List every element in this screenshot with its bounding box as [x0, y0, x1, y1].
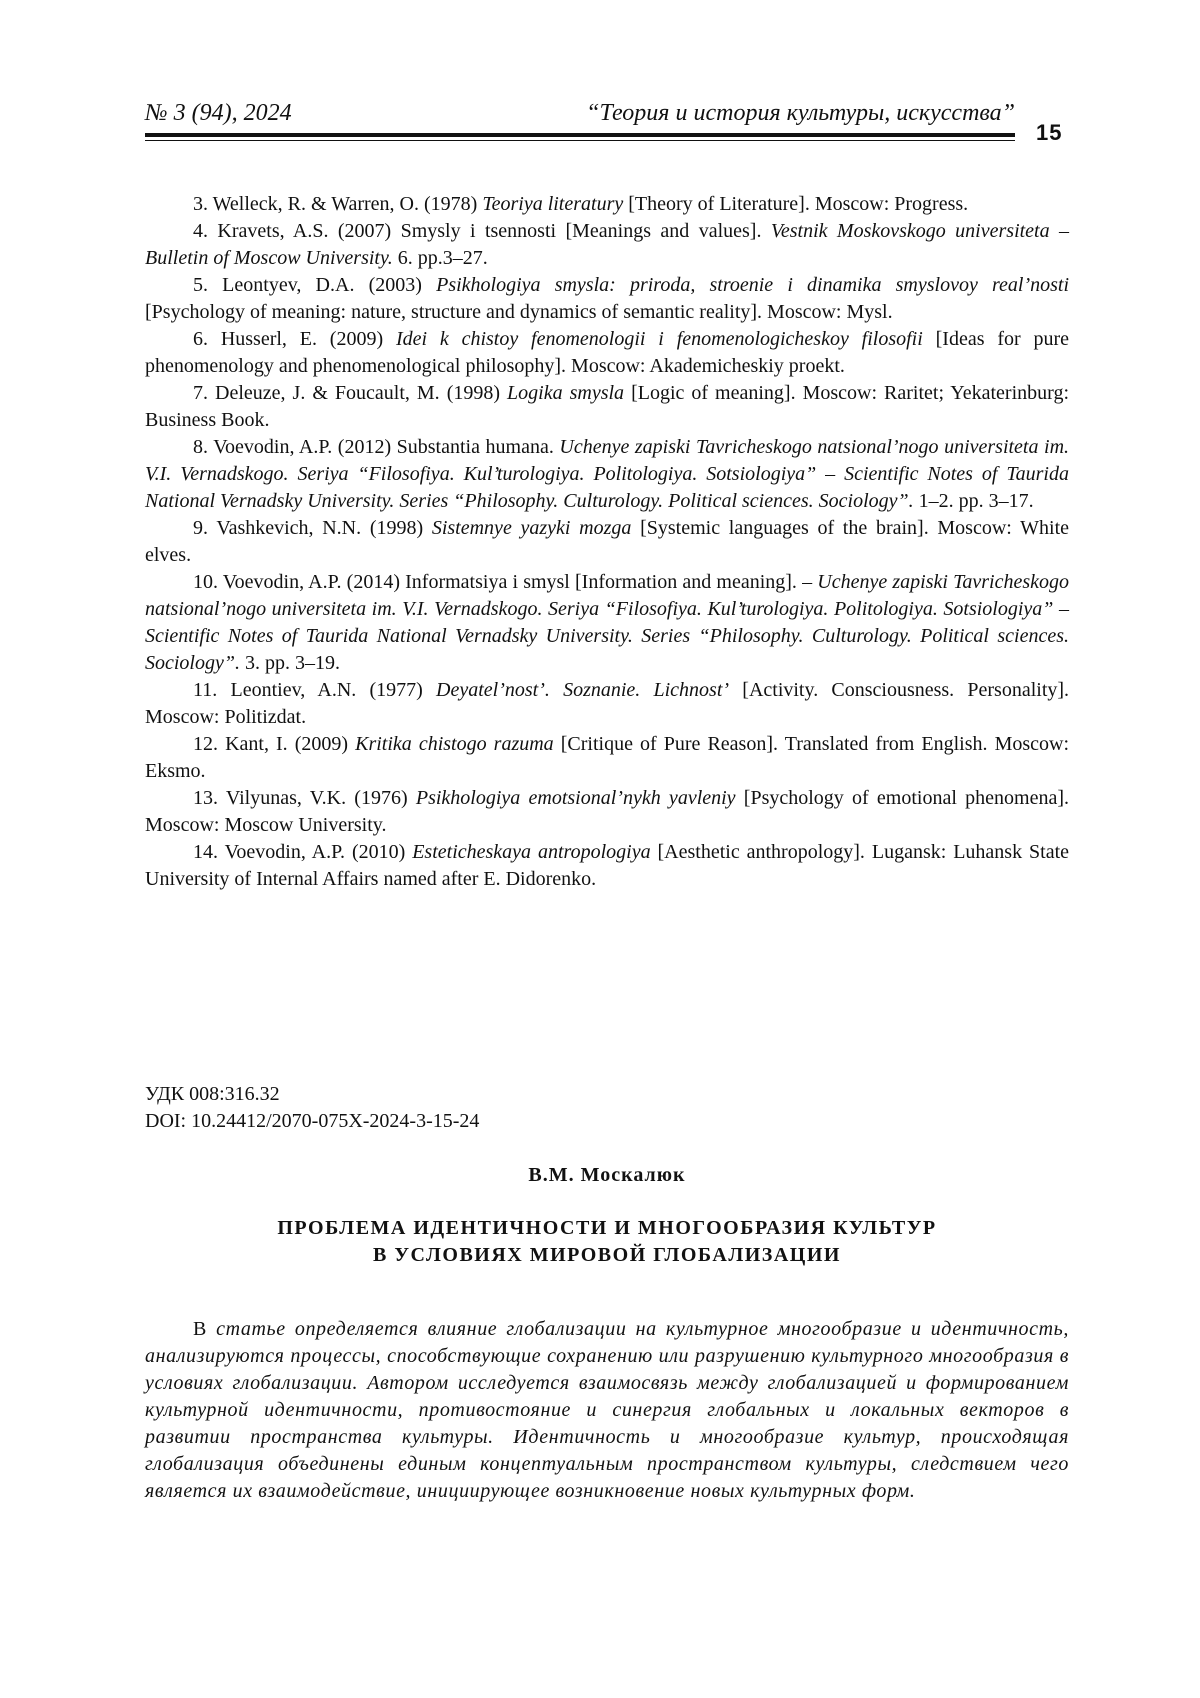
- reference-list: [145, 191, 1069, 893]
- reference-item: 6. Husserl, E. (2009) Idei k chistoy fenomenologii i fenomenologicheskoy filosofii [Ideas for pure phenomenology and phenomenological philosophy]. Moscow: Akademicheskiy proekt.: [145, 328, 1070, 377]
- article-abstract: [145, 1316, 1069, 1505]
- header-rule-thick: [145, 133, 1015, 137]
- reference-item: 11. Leontiev, A.N. (1977) Deyatel’nost’. Soznanie. Lichnost’ [Activity. Consciousness. Personality]. Moscow: Politizdat.: [145, 679, 1070, 728]
- reference-item: 7. Deleuze, J. & Foucault, M. (1998) Logika smysla [Logic of meaning]. Moscow: Raritet; Yekaterinburg: Business Book.: [145, 382, 1069, 431]
- reference-item: 12. Kant, I. (2009) Kritika chistogo razuma [Critique of Pure Reason]. Translated from English. Moscow: Eksmo.: [145, 733, 1070, 782]
- abstract-first-word: В: [193, 1318, 207, 1340]
- reference-item: 5. Leontyev, D.A. (2003) Psikhologiya smysla: priroda, stroenie i dinamika smyslovoy real’nosti [Psychology of meaning: nature, structure and dynamics of semantic reality]. Moscow: Mysl.: [145, 274, 1070, 323]
- reference-item: 3. Welleck, R. & Warren, O. (1978) Teoriya literatury [Theory of Literature]. Moscow: Progress.: [193, 193, 969, 215]
- reference-item: 13. Vilyunas, V.K. (1976) Psikhologiya emotsional’nykh yavleniy [Psychology of emotional phenomena]. Moscow: Moscow University.: [145, 787, 1069, 836]
- title-line: ПРОБЛЕМА ИДЕНТИЧНОСТИ И МНОГООБРАЗИЯ КУЛЬТУР: [277, 1217, 937, 1239]
- reference-item: 14. Voevodin, A.P. (2010) Esteticheskaya antropologiya [Aesthetic anthropology]. Lugansk: Luhansk State University of Internal Affairs named after E. Didorenko.: [145, 841, 1070, 890]
- reference-item: 4. Kravets, A.S. (2007) Smysly i tsennosti [Meanings and values]. Vestnik Moskovskogo universiteta – Bulletin of Moscow University. 6. pp.3–27.: [145, 220, 1070, 269]
- journal-title: “Теория и история культуры, искусства”: [586, 100, 1015, 126]
- title-line: В УСЛОВИЯХ МИРОВОЙ ГЛОБАЛИЗАЦИИ: [373, 1244, 841, 1266]
- article-title: [145, 1215, 1069, 1269]
- reference-item: 8. Voevodin, A.P. (2012) Substantia humana. Uchenye zapiski Tavricheskogo natsional’nogo universiteta im. V.I. Vernadskogo. Seriya “Filosofiya. Kul’turologiya. Politologiya. Sotsiologiya” – Scientific Notes of Taurida National Vernadsky University. Series “Philosophy. Culturology. Political sciences. Sociology”. 1–2. pp. 3–17.: [145, 436, 1070, 512]
- header-rule-thin: [145, 140, 1015, 141]
- reference-item: 10. Voevodin, A.P. (2014) Informatsiya i smysl [Information and meaning]. – Uchenye zapiski Tavricheskogo natsional’nogo universiteta im. V.I. Vernadskogo. Seriya “Filosofiya. Kul’turologiya. Politologiya. Sotsiologiya” – Scientific Notes of Taurida National Vernadsky University. Series “Philosophy. Culturology. Political sciences. Sociology”. 3. pp. 3–19.: [145, 571, 1069, 674]
- udk-code: УДК 008:316.32: [145, 1083, 280, 1105]
- doi-code: DOI: 10.24412/2070-075X-2024-3-15-24: [145, 1110, 480, 1132]
- article-author: В.М. Москалюк: [528, 1164, 686, 1186]
- issue-number: № 3 (94), 2024: [145, 100, 292, 126]
- running-header: [145, 100, 1015, 130]
- reference-item: 9. Vashkevich, N.N. (1998) Sistemnye yazyki mozga [Systemic languages of the brain]. Moscow: White elves.: [145, 517, 1070, 566]
- page-number: 15: [1036, 120, 1063, 145]
- abstract-text: статье определяется влияние глобализации на культурное многообразие и идентичность, анализируются процессы, способствующие сохранению или разрушению культурного многообразия в условиях глобализации. Автором исследуется взаимосвязь между глобализацией и формированием культурной идентичности, противостояние и синергия глобальных и локальных векторов в развитии пространства культуры. Идентичность и многообразие культур, происходящая глобализация объединены единым концептуальным пространством культуры, следствием чего является их взаимодействие, инициирующее возникновение новых культурных форм.: [145, 1318, 1069, 1502]
- article-identifiers: [145, 1081, 479, 1135]
